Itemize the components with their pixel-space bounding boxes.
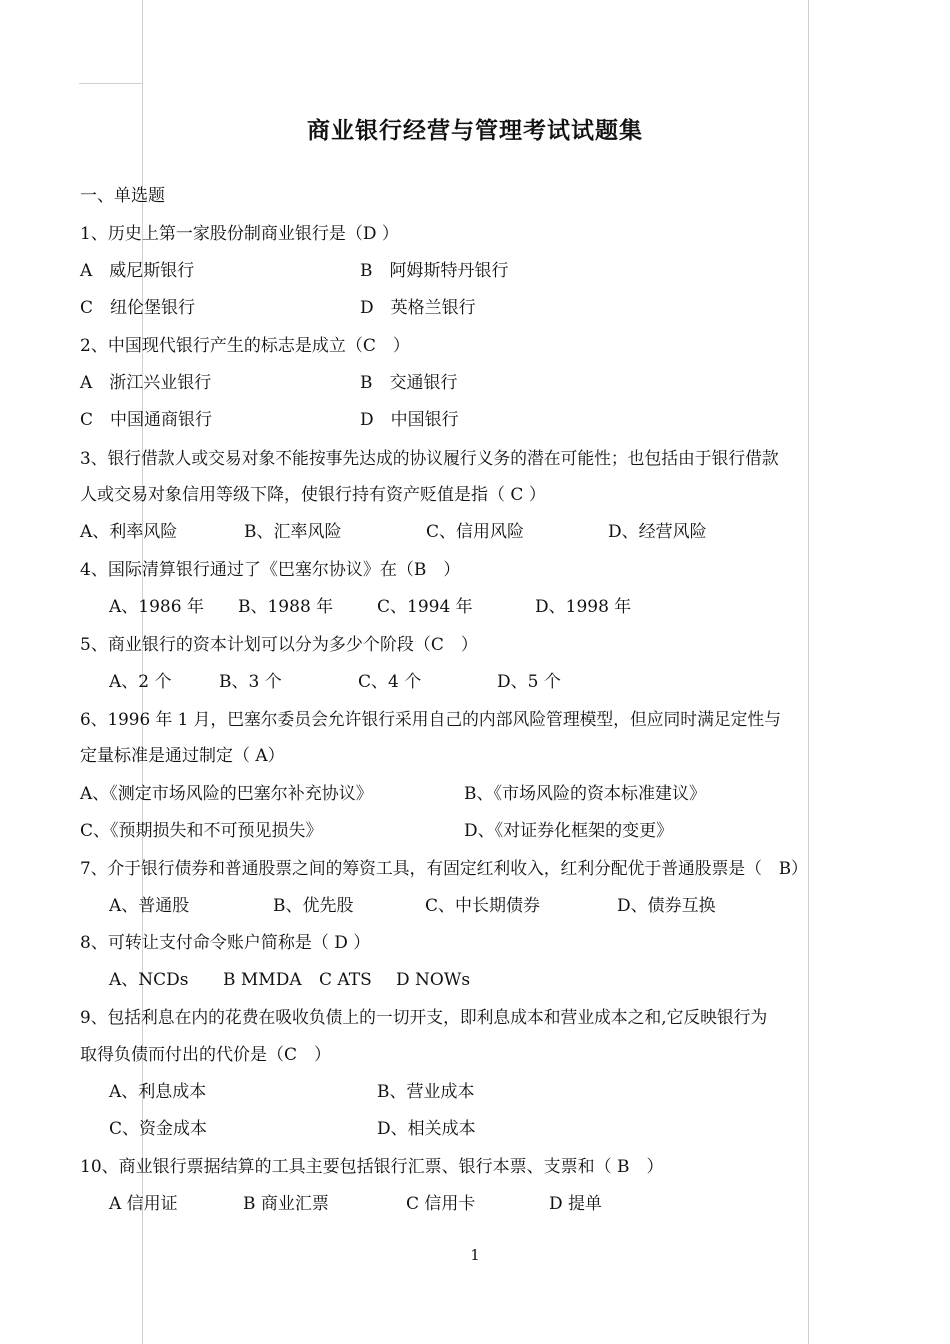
option-c: C、中长期债券: [425, 896, 541, 916]
option-a: A、《测定市场风险的巴塞尔补充协议》: [80, 784, 373, 804]
document-title: 商业银行经营与管理考试试题集: [307, 118, 643, 144]
question-7-stem: 7、介于银行债券和普通股票之间的筹资工具，有固定红利收入，红利分配优于普通股票是（ B）: [80, 858, 808, 878]
question-6-options-row-2: [80, 817, 780, 845]
option-a: A、1986 年: [109, 597, 204, 617]
question-10-options: [109, 1190, 759, 1218]
option-c: C 信用卡: [406, 1194, 476, 1214]
header-guide: [79, 83, 143, 84]
option-d: D、5 个: [497, 672, 561, 692]
question-4-stem: 4、国际清算银行通过了《巴塞尔协议》在（B ）: [80, 560, 461, 580]
option-b: B、《市场风险的资本标准建议》: [464, 784, 706, 804]
option-a: A、利息成本: [109, 1082, 207, 1102]
question-6-stem-line-2: 定量标准是通过制定（ A）: [80, 746, 285, 766]
question-5-stem: 5、商业银行的资本计划可以分为多少个阶段（C ）: [80, 635, 478, 655]
option-a: A、利率风险: [80, 522, 178, 542]
option-c: C、《预期损失和不可预见损失》: [80, 821, 323, 841]
option-c: C ATS: [319, 970, 372, 990]
option-d: D、经营风险: [608, 522, 707, 542]
option-a: A 浙江兴业银行: [80, 373, 212, 393]
question-2-options-row-1: [80, 369, 780, 397]
question-6-stem-line-1: 6、1996 年 1 月，巴塞尔委员会允许银行采用自己的内部风险管理模型，但应同时满足定性与: [80, 709, 781, 729]
option-d: D、《对证券化框架的变更》: [464, 821, 674, 841]
question-3-options: [80, 518, 780, 546]
option-d: D NOWs: [396, 970, 471, 990]
option-b: B、营业成本: [377, 1082, 475, 1102]
option-a: A、2 个: [109, 672, 172, 692]
option-b: B 阿姆斯特丹银行: [360, 261, 509, 281]
question-1-options-row-2: [80, 294, 780, 322]
option-c: C 纽伦堡银行: [80, 298, 196, 318]
question-3-stem-line-1: 3、银行借款人或交易对象不能按事先达成的协议履行义务的潜在可能性；也包括由于银行借款: [80, 448, 779, 468]
option-d: D 英格兰银行: [360, 298, 476, 318]
question-2-options-row-2: [80, 406, 780, 434]
option-b: B、优先股: [273, 896, 354, 916]
option-b: B、1988 年: [238, 597, 334, 617]
question-9-options-row-2: [109, 1115, 759, 1143]
question-3-stem-line-2: 人或交易对象信用等级下降，使银行持有资产贬值是指（ C ）: [80, 485, 546, 505]
option-a: A 信用证: [109, 1194, 178, 1214]
option-c: C、资金成本: [109, 1119, 208, 1139]
page-number: 1: [470, 1246, 480, 1264]
option-c: C、4 个: [358, 672, 422, 692]
question-1-options-row-1: [80, 257, 780, 285]
option-d: D、1998 年: [535, 597, 632, 617]
option-b: B 商业汇票: [243, 1194, 329, 1214]
question-4-options: [109, 593, 759, 621]
margin-guide-right: [808, 0, 809, 1344]
question-9-stem-line-1: 9、包括利息在内的花费在吸收负债上的一切开支，即利息成本和营业成本之和,它反映银行为: [80, 1007, 768, 1027]
question-1-stem: 1、历史上第一家股份制商业银行是（D ）: [80, 224, 399, 244]
question-6-options-row-1: [80, 780, 780, 808]
option-b: B MMDA: [223, 970, 302, 990]
option-d: D 中国银行: [360, 410, 459, 430]
option-c: C、信用风险: [426, 522, 525, 542]
question-8-stem: 8、可转让支付命令账户简称是（ D ）: [80, 933, 371, 953]
option-d: D、债券互换: [617, 896, 716, 916]
question-9-stem-line-2: 取得负债而付出的代价是（C ）: [80, 1045, 332, 1065]
question-5-options: [109, 668, 759, 696]
option-a: A、普通股: [109, 896, 190, 916]
option-d: D 提单: [549, 1194, 603, 1214]
option-c: C、1994 年: [377, 597, 473, 617]
question-9-options-row-1: [109, 1078, 759, 1106]
option-b: B、汇率风险: [244, 522, 342, 542]
option-a: A、NCDs: [109, 970, 189, 990]
option-b: B 交通银行: [360, 373, 458, 393]
option-a: A 威尼斯银行: [80, 261, 195, 281]
question-2-stem: 2、中国现代银行产生的标志是成立（C ）: [80, 336, 410, 356]
question-7-options: [109, 892, 759, 920]
question-10-stem: 10、商业银行票据结算的工具主要包括银行汇票、银行本票、支票和（ B ）: [80, 1157, 664, 1177]
option-d: D、相关成本: [377, 1119, 476, 1139]
question-8-options: [109, 966, 759, 994]
section-heading: 一、单选题: [80, 186, 165, 206]
option-c: C 中国通商银行: [80, 410, 213, 430]
option-b: B、3 个: [219, 672, 282, 692]
